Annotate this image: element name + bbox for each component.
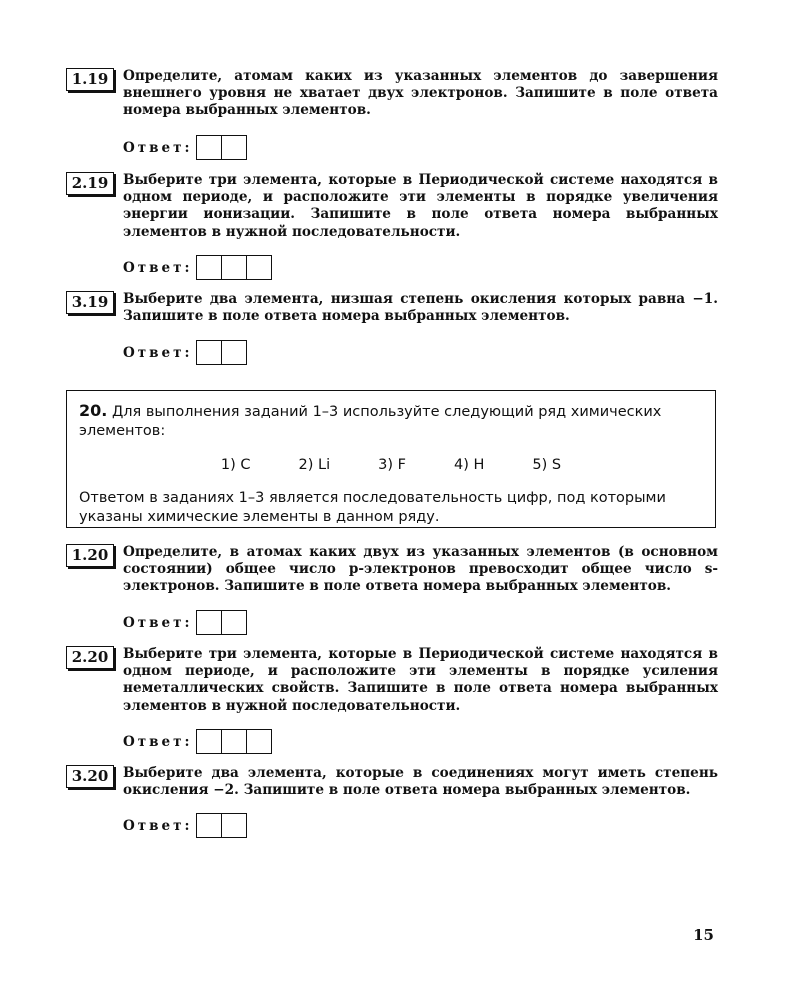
answer-label: Ответ: [123,614,193,631]
task-number: 3.19 [66,291,114,314]
element-item: 5) S [532,457,562,473]
answer-row [123,255,272,280]
answer-row [123,135,247,160]
answer-cell[interactable] [222,730,247,753]
answer-cell[interactable] [222,814,246,837]
task-text: Выберите два элемента, которые в соединениях могут иметь степень окисления −2. Запишите в поле ответа номера выбранных элементов. [123,765,718,799]
answer-boxes [196,255,272,280]
element-item: 4) H [453,457,485,473]
task-text: Выберите два элемента, низшая степень окисления которых равна −1. Запишите в поле ответа номера выбранных элементов. [123,291,718,325]
answer-cell[interactable] [222,611,246,634]
info-note: Ответом в заданиях 1–3 является последовательность цифр, под которыми указаны химические элементы в данном ряду. [79,490,666,525]
answer-row [123,610,247,635]
answer-label: Ответ: [123,733,193,750]
element-item: 1) C [220,457,251,473]
answer-boxes [196,610,247,635]
task-text: Выберите три элемента, которые в Периодической системе находятся в одном периоде, и расположите эти элементы в порядке усиления неметаллических свойств. Запишите в поле ответа номера выбранных элементов в нужной последовательности. [123,646,718,714]
info-box-20 [66,390,716,528]
element-item: 3) F [378,457,406,473]
task-number: 2.20 [66,646,114,669]
answer-label: Ответ: [123,259,193,276]
task-number: 1.19 [66,68,114,91]
answer-cell[interactable] [197,256,222,279]
answer-row [123,340,247,365]
answer-cell[interactable] [222,136,246,159]
info-intro [79,401,703,441]
answer-row [123,729,272,754]
answer-label: Ответ: [123,817,193,834]
answer-label: Ответ: [123,139,193,156]
task-number: 3.20 [66,765,114,788]
task-text: Определите, в атомах каких двух из указанных элементов (в основном состоянии) общее число p-электронов превосходит общее число s-электронов. Запишите в поле ответа номера выбранных элементов. [123,544,718,595]
answer-boxes [196,813,247,838]
answer-cell[interactable] [197,814,222,837]
info-intro-text: Для выполнения заданий 1–3 используйте следующий ряд химических элементов: [79,404,662,439]
task-text: Выберите три элемента, которые в Периодической системе находятся в одном периоде, и расположите эти элементы в порядке увеличения энергии ионизации. Запишите в поле ответа номера выбранных элементов в нужной последовательности. [123,172,718,240]
info-number: 20. [79,401,108,420]
answer-cell[interactable] [197,730,222,753]
answer-cell[interactable] [222,256,247,279]
answer-cell[interactable] [247,730,271,753]
answer-boxes [196,340,247,365]
answer-cell[interactable] [197,136,222,159]
answer-cell[interactable] [222,341,246,364]
element-item: 2) Li [298,457,331,473]
task-number: 2.19 [66,172,114,195]
page-number: 15 [693,926,714,944]
answer-cell[interactable] [247,256,271,279]
answer-boxes [196,729,272,754]
element-list [79,456,703,475]
task-number: 1.20 [66,544,114,567]
task-text: Определите, атомам каких из указанных элементов до завершения внешнего уровня не хватает двух электронов. Запишите в поле ответа номера выбранных элементов. [123,68,718,119]
answer-cell[interactable] [197,341,222,364]
answer-cell[interactable] [197,611,222,634]
answer-row [123,813,247,838]
answer-label: Ответ: [123,344,193,361]
answer-boxes [196,135,247,160]
